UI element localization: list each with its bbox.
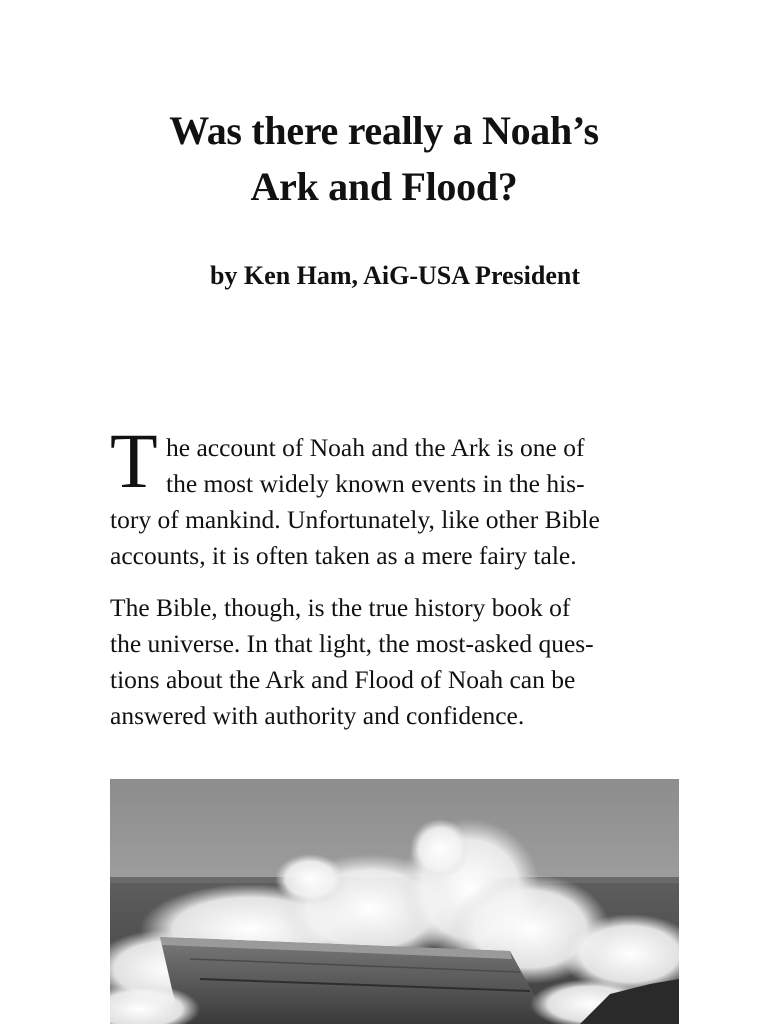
intro-line: he account of Noah and the Ark is one of [166,433,585,462]
intro-paragraph [110,430,685,574]
intro-line: accounts, it is often taken as a mere fairy tale. [110,541,577,570]
page-title [0,103,768,215]
author-byline: by Ken Ham, AiG-USA President [209,261,581,290]
paragraph-line: tions about the Ark and Flood of Noah can be [110,665,576,694]
paragraph-line: answered with authority and confidence. [110,701,525,730]
intro-line: the most widely known events in the his- [166,469,585,498]
title-line-2: Ark and Flood? [250,164,518,209]
intro-line: tory of mankind. Unfortunately, like other Bible [110,505,600,534]
paragraph-line: The Bible, though, is the true history book of [110,593,571,622]
ark-in-waves-photo [110,779,679,1024]
second-paragraph [110,590,685,734]
title-line-1: Was there really a Noah’s [169,108,599,153]
paragraph-line: the universe. In that light, the most-asked ques- [110,629,594,658]
drop-cap: T [110,417,158,504]
